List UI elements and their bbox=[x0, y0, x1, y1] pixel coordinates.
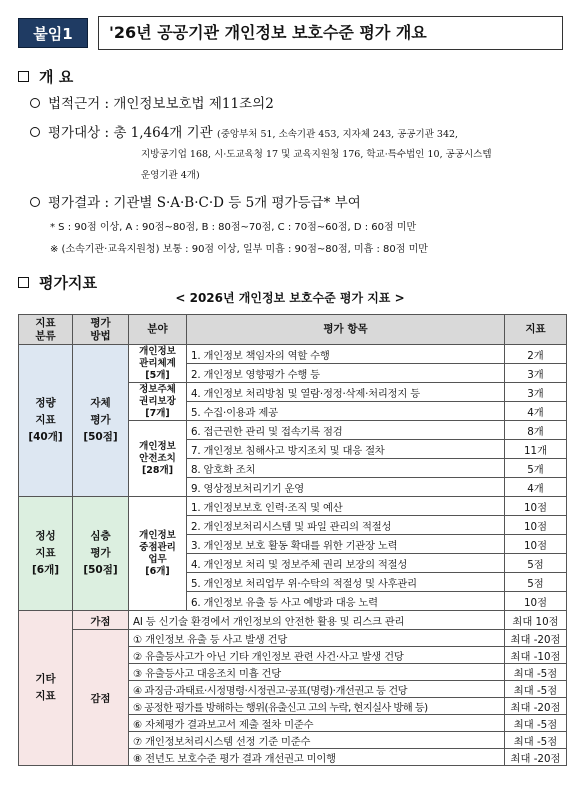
table-row bbox=[19, 345, 567, 364]
penalty-item: ① 개인정보 유출 등 사고 발생 건당 bbox=[129, 630, 505, 647]
square-bullet-icon bbox=[18, 277, 29, 288]
table-score: 10점 bbox=[505, 497, 567, 516]
table-score: 10점 bbox=[505, 535, 567, 554]
penalty-score: 최대 -20점 bbox=[505, 749, 567, 766]
table-score: 8개 bbox=[505, 421, 567, 440]
penalty-score: 최대 -5점 bbox=[505, 681, 567, 698]
table-row bbox=[19, 611, 567, 630]
law-basis-line bbox=[30, 92, 274, 112]
square-bullet-icon bbox=[18, 71, 29, 82]
target-line bbox=[30, 121, 458, 141]
target-detail-1: (중앙부처 51, 소속기관 453, 지자체 243, 공공기관 342, bbox=[217, 129, 459, 140]
bonus-score: 최대 10점 bbox=[505, 611, 567, 630]
evaluation-index-table bbox=[18, 314, 567, 766]
result-label: 평가결과 : bbox=[48, 195, 110, 211]
table-row bbox=[19, 497, 567, 516]
section-overview-title: 개 요 bbox=[39, 68, 74, 86]
etc-indicator-cell: 기타 지표 bbox=[19, 611, 73, 766]
table-item: 6. 접근권한 관리 및 접속기록 점검 bbox=[187, 421, 505, 440]
table-score: 2개 bbox=[505, 345, 567, 364]
result-line bbox=[30, 191, 361, 211]
grade-note: * S : 90점 이상, A : 90점~80점, B : 80점~70점, C : 70점~60점, D : 60점 미만 bbox=[50, 222, 417, 233]
penalty-item: ⑦ 개인정보처리시스템 선정 기준 미준수 bbox=[129, 732, 505, 749]
penalty-cell: 감점 bbox=[73, 630, 129, 766]
table-row bbox=[19, 630, 567, 647]
table-item: 6. 개인정보 유출 등 사고 예방과 대응 노력 bbox=[187, 592, 505, 611]
penalty-score: 최대 -10점 bbox=[505, 647, 567, 664]
table-item: 1. 개인정보 책임자의 역할 수행 bbox=[187, 345, 505, 364]
target-detail-2: 지방공기업 168, 시·도교육청 17 및 교육지원청 176, 학교·특수법인 10, 공공시스템 bbox=[141, 149, 492, 160]
penalty-score: 최대 -20점 bbox=[505, 698, 567, 715]
target-detail-3: 운영기관 4개) bbox=[141, 170, 200, 181]
table-item: 8. 암호화 조치 bbox=[187, 459, 505, 478]
section-overview-heading bbox=[18, 66, 73, 87]
penalty-score: 최대 -5점 bbox=[505, 732, 567, 749]
in-depth-eval-cell: 심층 평가 [50점] bbox=[73, 497, 129, 611]
table-item: 4. 개인정보 처리 및 정보주체 권리 보장의 적절성 bbox=[187, 554, 505, 573]
table-item: 1. 개인정보보호 인력·조직 및 예산 bbox=[187, 497, 505, 516]
circle-bullet-icon bbox=[30, 127, 40, 137]
table-score: 11개 bbox=[505, 440, 567, 459]
table-item: 2. 개인정보 영향평가 수행 등 bbox=[187, 364, 505, 383]
table-item: 3. 개인정보 보호 활동 확대를 위한 기관장 노력 bbox=[187, 535, 505, 554]
table-score: 4개 bbox=[505, 402, 567, 421]
penalty-item: ⑥ 자체평가 결과보고서 제출 절차 미준수 bbox=[129, 715, 505, 732]
header-items: 평가 항목 bbox=[187, 315, 505, 345]
table-score: 5점 bbox=[505, 554, 567, 573]
law-basis-label: 법적근거 : bbox=[48, 96, 110, 112]
area-subject-rights: 정보주체 권리보장 [7개] bbox=[129, 383, 187, 421]
target-label: 평가대상 : bbox=[48, 125, 110, 141]
table-item: 7. 개인정보 침해사고 방지조치 및 대응 절차 bbox=[187, 440, 505, 459]
table-item: 4. 개인정보 처리방침 및 열람·정정·삭제·처리정지 등 bbox=[187, 383, 505, 402]
table-header-row bbox=[19, 315, 567, 345]
header-area: 분야 bbox=[129, 315, 187, 345]
page-title: '26년 공공기관 개인정보 보호수준 평가 개요 bbox=[98, 16, 563, 50]
table-item: 5. 개인정보 처리업무 위·수탁의 적절성 및 사후관리 bbox=[187, 573, 505, 592]
circle-bullet-icon bbox=[30, 98, 40, 108]
result-value: 기관별 S·A·B·C·D 등 5개 평가등급* 부여 bbox=[113, 195, 361, 211]
page-header bbox=[18, 12, 564, 52]
table-score: 4개 bbox=[505, 478, 567, 497]
bonus-item: AI 등 신기술 환경에서 개인정보의 안전한 활용 및 리스크 관리 bbox=[129, 611, 505, 630]
bonus-cell: 가점 bbox=[73, 611, 129, 630]
area-safety-measures: 개인정보 안전조치 [28개] bbox=[129, 421, 187, 497]
circle-bullet-icon bbox=[30, 197, 40, 207]
penalty-item: ⑧ 전년도 보호수준 평가 결과 개선권고 미이행 bbox=[129, 749, 505, 766]
self-eval-cell: 자체 평가 [50점] bbox=[73, 345, 129, 497]
table-item: 9. 영상정보처리기기 운영 bbox=[187, 478, 505, 497]
attachment-tag: 붙임1 bbox=[18, 18, 88, 48]
qual-indicator-cell: 정성 지표 [6개] bbox=[19, 497, 73, 611]
penalty-score: 최대 -20점 bbox=[505, 630, 567, 647]
section-index-title: 평가지표 bbox=[39, 274, 97, 292]
area-management-system: 개인정보 관리체계 [5개] bbox=[129, 345, 187, 383]
sub-agency-note: ※ (소속기관·교육지원청) 보통 : 90점 이상, 일부 미흡 : 90점~80점, 미흡 : 80점 미만 bbox=[50, 244, 428, 255]
header-index: 지표 bbox=[505, 315, 567, 345]
penalty-item: ② 유출등사고가 아닌 기타 개인정보 관련 사건·사고 발생 건당 bbox=[129, 647, 505, 664]
table-score: 3개 bbox=[505, 364, 567, 383]
penalty-item: ③ 유출등사고 대응조치 미흡 건당 bbox=[129, 664, 505, 681]
penalty-item: ④ 과징금·과태료·시정명령·시정권고·공표(명령)·개선권고 등 건당 bbox=[129, 681, 505, 698]
table-caption: < 2026년 개인정보 보호수준 평가 지표 > bbox=[175, 291, 405, 305]
header-method: 평가 방법 bbox=[73, 315, 129, 345]
area-key-management: 개인정보 중점관리 업무 [6개] bbox=[129, 497, 187, 611]
penalty-item: ⑤ 공정한 평가를 방해하는 행위(유출신고 고의 누락, 현지실사 방해 등) bbox=[129, 698, 505, 715]
table-score: 3개 bbox=[505, 383, 567, 402]
table-score: 10점 bbox=[505, 592, 567, 611]
table-score: 5개 bbox=[505, 459, 567, 478]
table-item: 2. 개인정보처리시스템 및 파일 관리의 적절성 bbox=[187, 516, 505, 535]
law-basis-value: 개인정보보호법 제11조의2 bbox=[113, 96, 274, 112]
penalty-score: 최대 -5점 bbox=[505, 715, 567, 732]
target-value: 총 1,464개 기관 bbox=[113, 125, 213, 141]
penalty-score: 최대 -5점 bbox=[505, 664, 567, 681]
table-item: 5. 수집·이용과 제공 bbox=[187, 402, 505, 421]
table-score: 10점 bbox=[505, 516, 567, 535]
quant-indicator-cell: 정량 지표 [40개] bbox=[19, 345, 73, 497]
header-indicator-type: 지표 분류 bbox=[19, 315, 73, 345]
table-score: 5점 bbox=[505, 573, 567, 592]
